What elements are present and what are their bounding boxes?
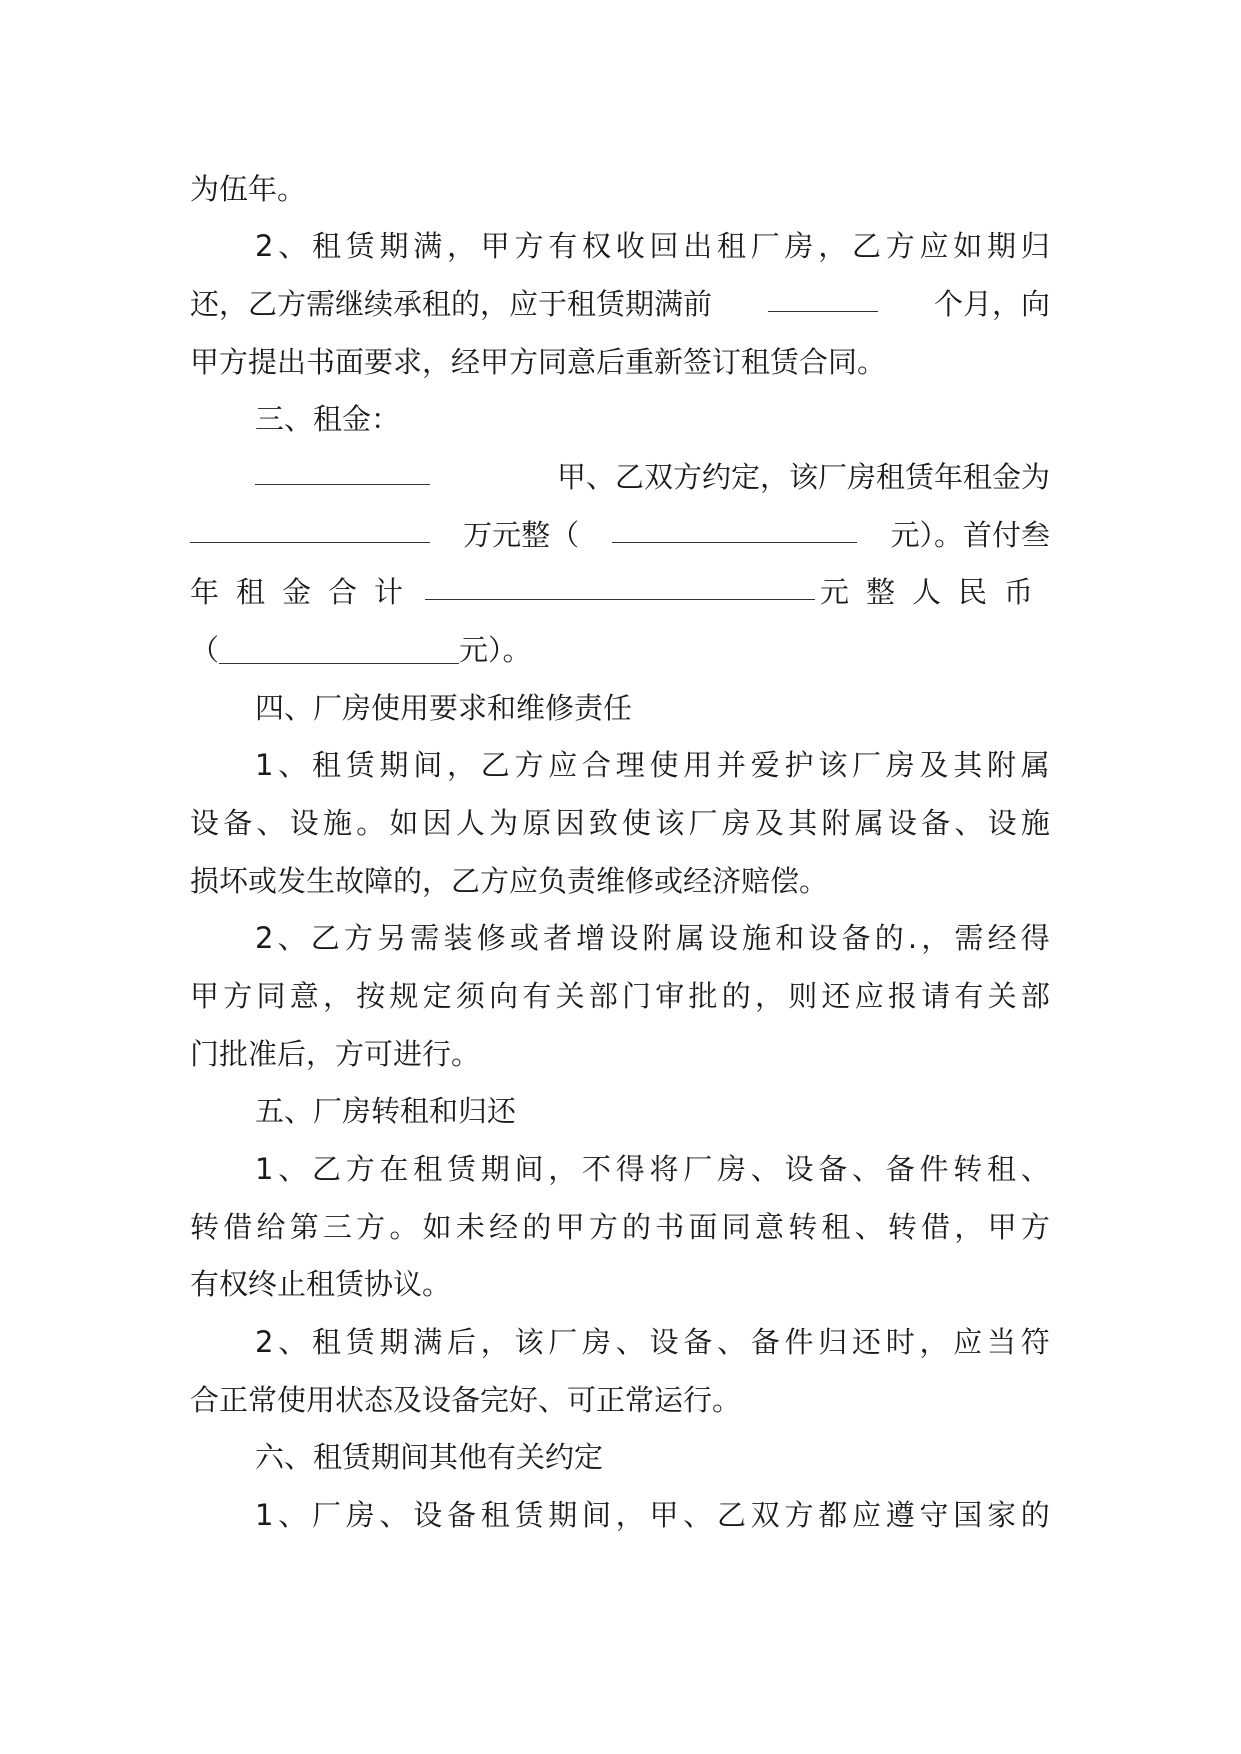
text-char: 批: [688, 979, 718, 1013]
text-char: 致: [588, 806, 618, 840]
text-char: 该: [818, 748, 848, 782]
text-char: 方: [885, 229, 915, 263]
text-char: 方: [343, 921, 373, 955]
text-char: 第: [289, 1210, 319, 1244]
section-heading-other-terms: 六、租赁期间其他有关约定: [255, 1440, 604, 1474]
text-line: [190, 627, 1050, 673]
text-char: 为: [489, 806, 519, 840]
text-char: 设: [987, 806, 1017, 840]
text-char: 厂: [548, 1325, 578, 1359]
text-char: ，: [446, 748, 476, 782]
text-char: 在: [379, 1152, 409, 1186]
text-char: 三: [322, 1210, 352, 1244]
text-char: 乙: [311, 1152, 341, 1186]
text-char: ，: [818, 229, 848, 263]
text-char: 则: [788, 979, 818, 1013]
text-char: 满: [413, 229, 443, 263]
text-char: 另: [377, 921, 407, 955]
text-line: [190, 1204, 1050, 1250]
text-line: [255, 454, 1050, 500]
text-char: 出: [683, 229, 713, 263]
text-char: 爱: [750, 748, 780, 782]
text-line: [190, 281, 1050, 327]
text-char: 房: [721, 806, 751, 840]
text-char: 备: [683, 1325, 713, 1359]
text-char: 、: [1020, 1152, 1050, 1186]
text-char: 甲: [987, 1210, 1017, 1244]
text-char: 满: [413, 1325, 443, 1359]
text-char: 2: [255, 1325, 274, 1359]
text-char: 后: [446, 1325, 476, 1359]
text-char: 规: [389, 979, 419, 1013]
text-char: 使: [649, 748, 679, 782]
fill-in-blank-date: [255, 454, 430, 485]
text-char: 、: [716, 1325, 746, 1359]
text-char: 属: [675, 921, 705, 955]
text-char: 得: [1020, 921, 1050, 955]
text-char: 报: [887, 979, 917, 1013]
text-char: ，: [548, 1152, 578, 1186]
fill-in-blank-months: [768, 281, 878, 312]
text-char: ，: [919, 1325, 949, 1359]
text-char: 该: [655, 806, 685, 840]
text-char: 厂: [683, 1152, 713, 1186]
text-line: 合正常使用状态及设备完好、可正常运行。: [190, 1383, 742, 1417]
text-char: ，: [921, 921, 951, 955]
text-char: 租: [821, 1210, 851, 1244]
text-char: 及: [754, 806, 784, 840]
text-char: 应: [953, 1325, 983, 1359]
text-char: 。: [356, 806, 386, 840]
text-char: 房: [345, 1498, 375, 1532]
text-line: 门批准后，方可进行。: [190, 1037, 481, 1071]
text-char: 使: [622, 806, 652, 840]
text-char: 需: [954, 921, 984, 955]
text-char: 如: [389, 806, 419, 840]
text-char: 不: [581, 1152, 611, 1186]
text-char: 租: [311, 1325, 341, 1359]
text-char: 意: [289, 979, 319, 1013]
text-char: 赁: [345, 1325, 375, 1359]
text-char: 属: [854, 806, 884, 840]
text-char: 如: [422, 1210, 452, 1244]
text-char: 期: [548, 1498, 578, 1532]
text-char: 部: [588, 979, 618, 1013]
text-char: 备: [885, 1152, 915, 1186]
text-char: 施: [742, 921, 772, 955]
text-line: [255, 223, 1050, 269]
text-char: 。: [389, 1210, 419, 1244]
text-char: 乙: [716, 1498, 746, 1532]
text-char: 租: [986, 1152, 1016, 1186]
text-char: 经: [489, 1210, 519, 1244]
text-char: 应: [919, 229, 949, 263]
text-char: 归: [1020, 229, 1050, 263]
text-char: 因: [422, 806, 452, 840]
text-char: 期: [379, 229, 409, 263]
text-char: 修: [476, 921, 506, 955]
text-segment: 甲、乙双方约定，该厂房租赁年租金为: [556, 460, 1050, 494]
text-char: 原: [522, 806, 552, 840]
text-line: 损坏或发生故障的，乙方应负责维修或经济赔偿。: [190, 864, 829, 898]
text-char: 遵: [885, 1498, 915, 1532]
text-char: 、: [851, 1152, 881, 1186]
text-char: 备: [223, 806, 253, 840]
text-char: 需: [410, 921, 440, 955]
text-char: 的: [622, 1210, 652, 1244]
text-char: 的: [522, 1210, 552, 1244]
text-char: 件: [919, 1152, 949, 1186]
text-line: [255, 1492, 1050, 1538]
text-char: 1: [255, 748, 274, 782]
fill-in-blank-first-payment-yuan: [219, 633, 459, 664]
text-line: [255, 1146, 1050, 1192]
text-segment: 元）。首付叁: [890, 518, 1050, 552]
text-char: 甲: [480, 229, 510, 263]
text-char: 门: [622, 979, 652, 1013]
text-char: 有: [522, 979, 552, 1013]
text-char: 转: [887, 1210, 917, 1244]
text-char: 设: [649, 1325, 679, 1359]
text-char: 设: [808, 921, 838, 955]
text-char: 附: [986, 748, 1016, 782]
text-char: 转: [953, 1152, 983, 1186]
text-char: 备: [446, 1498, 476, 1532]
text-char: ，: [615, 1498, 645, 1532]
text-char: 设: [413, 1498, 443, 1532]
section-heading-usage: 四、厂房使用要求和维修责任: [255, 691, 633, 725]
text-char: 赁: [514, 1498, 544, 1532]
text-char: 房: [885, 748, 915, 782]
text-char: 权: [581, 229, 611, 263]
text-char: 厂: [750, 229, 780, 263]
text-char: 并: [716, 748, 746, 782]
text-char: 向: [489, 979, 519, 1013]
text-char: 因: [555, 806, 585, 840]
text-char: 方: [1020, 1210, 1050, 1244]
text-char: 部: [1020, 979, 1050, 1013]
text-char: 其: [788, 806, 818, 840]
text-char: 应: [548, 748, 578, 782]
text-char: 附: [821, 806, 851, 840]
text-char: 期: [379, 1325, 409, 1359]
text-char: 双: [750, 1498, 780, 1532]
fill-in-blank-first-payment: [425, 569, 815, 600]
text-char: 厂: [311, 1498, 341, 1532]
text-char: 应: [851, 1498, 881, 1532]
text-char: 转: [788, 1210, 818, 1244]
text-char: 租: [480, 1498, 510, 1532]
text-char: 乙: [310, 921, 340, 955]
text-char: 的: [721, 979, 751, 1013]
text-char: ，: [754, 979, 784, 1013]
text-char: 用: [683, 748, 713, 782]
text-char: 符: [1020, 1325, 1050, 1359]
text-char: 、: [954, 806, 984, 840]
text-char: 件: [784, 1325, 814, 1359]
text-char: 转: [190, 1210, 220, 1244]
text-char: 的: [874, 921, 904, 955]
text-char: 意: [754, 1210, 784, 1244]
text-char: 国: [953, 1498, 983, 1532]
text-line: [255, 915, 1050, 961]
text-char: 备: [818, 1152, 848, 1186]
text-char: 还: [851, 1325, 881, 1359]
text-char: 装: [443, 921, 473, 955]
text-char: 、: [278, 748, 308, 782]
text-char: 未: [455, 1210, 485, 1244]
text-char: 经: [987, 921, 1017, 955]
text-char: 家: [986, 1498, 1016, 1532]
text-char: 的: [1020, 1498, 1050, 1532]
text-segment: 元整人民币: [819, 575, 1050, 609]
text-char: 和: [775, 921, 805, 955]
text-char: 乙: [851, 229, 881, 263]
text-char: 租: [716, 229, 746, 263]
text-char: 施: [322, 806, 352, 840]
text-char: 租: [311, 748, 341, 782]
text-char: 还: [821, 979, 851, 1013]
text-line: [190, 800, 1050, 846]
text-char: 关: [987, 979, 1017, 1013]
text-char: 收: [615, 229, 645, 263]
text-char: 须: [455, 979, 485, 1013]
text-char: 同: [721, 1210, 751, 1244]
text-char: 面: [688, 1210, 718, 1244]
text-segment: （: [190, 633, 220, 667]
text-char: 时: [885, 1325, 915, 1359]
text-char: 附: [642, 921, 672, 955]
text-line: [190, 512, 1050, 558]
text-char: 设: [609, 921, 639, 955]
text-char: 期: [379, 748, 409, 782]
text-segment: 还，乙方需继续承租的，应于租赁期满前: [190, 287, 713, 321]
text-line: [255, 1319, 1050, 1365]
text-char: 备: [750, 1325, 780, 1359]
text-segment: 元）。: [459, 633, 532, 667]
text-char: 设: [190, 806, 220, 840]
text-char: 房: [716, 1152, 746, 1186]
text-char: 1: [255, 1498, 274, 1532]
text-char: 1: [255, 1152, 274, 1186]
text-char: ，: [446, 229, 476, 263]
section-heading-sublease: 五、厂房转租和归还: [255, 1094, 517, 1128]
text-char: 方: [223, 979, 253, 1013]
text-char: 应: [854, 979, 884, 1013]
text-char: 、: [854, 1210, 884, 1244]
text-line: 甲方提出书面要求，经甲方同意后重新签订租赁合同。: [190, 345, 887, 379]
text-segment: 个月，向: [933, 287, 1050, 321]
text-line: [255, 742, 1050, 788]
text-char: 回: [649, 229, 679, 263]
text-char: 、: [615, 1325, 645, 1359]
text-char: 、: [278, 1498, 308, 1532]
text-char: 2: [255, 229, 274, 263]
text-char: 该: [514, 1325, 544, 1359]
text-char: 或: [509, 921, 539, 955]
text-line: [190, 973, 1050, 1019]
text-char: 同: [256, 979, 286, 1013]
text-char: 间: [413, 748, 443, 782]
text-char: 审: [655, 979, 685, 1013]
text-char: 归: [818, 1325, 848, 1359]
text-char: 赁: [345, 748, 375, 782]
text-char: 甲: [649, 1498, 679, 1532]
text-char: 期: [986, 229, 1016, 263]
section-heading-rent: 三、租金：: [255, 402, 401, 436]
text-char: 方: [588, 1210, 618, 1244]
fill-in-blank-annual-rent: [190, 512, 430, 543]
text-char: 守: [919, 1498, 949, 1532]
text-char: 间: [514, 1152, 544, 1186]
text-char: 赁: [446, 1152, 476, 1186]
text-char: 者: [542, 921, 572, 955]
text-char: 、: [278, 1325, 308, 1359]
text-char: 护: [784, 748, 814, 782]
text-char: 设: [887, 806, 917, 840]
text-char: 有: [954, 979, 984, 1013]
text-char: ，: [480, 1325, 510, 1359]
text-char: 、: [750, 1152, 780, 1186]
text-char: 其: [953, 748, 983, 782]
text-char: 按: [356, 979, 386, 1013]
text-char: 2: [255, 921, 274, 955]
text-char: 如: [953, 229, 983, 263]
text-char: 人: [455, 806, 485, 840]
text-char: 给: [256, 1210, 286, 1244]
text-char: 都: [818, 1498, 848, 1532]
text-char: 甲: [190, 979, 220, 1013]
text-char: 期: [480, 1152, 510, 1186]
text-char: 方: [345, 1152, 375, 1186]
text-char: 厂: [688, 806, 718, 840]
text-char: 方: [514, 748, 544, 782]
text-char: 借: [921, 1210, 951, 1244]
text-char: 合: [581, 748, 611, 782]
text-char: .: [907, 921, 918, 955]
text-char: 方: [514, 229, 544, 263]
text-char: 、: [278, 1152, 308, 1186]
text-char: 、: [278, 229, 308, 263]
text-line: [190, 569, 1050, 615]
text-char: 增: [576, 921, 606, 955]
text-char: 书: [655, 1210, 685, 1244]
text-char: 请: [921, 979, 951, 1013]
text-char: 、: [683, 1498, 713, 1532]
text-char: 备: [921, 806, 951, 840]
fill-in-blank-annual-rent-yuan: [612, 512, 857, 543]
text-char: 设: [784, 1152, 814, 1186]
text-char: 、: [379, 1498, 409, 1532]
text-char: 厂: [851, 748, 881, 782]
text-char: 间: [581, 1498, 611, 1532]
text-char: 乙: [480, 748, 510, 782]
text-char: 备: [841, 921, 871, 955]
text-line: 有权终止租赁协议。: [190, 1267, 452, 1301]
text-segment: 年租金合计: [190, 575, 421, 609]
text-char: 得: [615, 1152, 645, 1186]
text-char: 定: [422, 979, 452, 1013]
text-char: 设: [289, 806, 319, 840]
text-char: 属: [1020, 748, 1050, 782]
text-char: 甲: [555, 1210, 585, 1244]
text-line: 为伍年。: [190, 172, 307, 206]
text-char: 有: [548, 229, 578, 263]
text-char: 关: [555, 979, 585, 1013]
text-char: 房: [581, 1325, 611, 1359]
text-char: 赁: [345, 229, 375, 263]
text-char: ，: [322, 979, 352, 1013]
text-char: 当: [986, 1325, 1016, 1359]
text-char: 、: [256, 806, 286, 840]
text-char: 将: [649, 1152, 679, 1186]
text-char: 方: [784, 1498, 814, 1532]
text-char: 施: [1020, 806, 1050, 840]
text-segment: 万元整（: [463, 518, 580, 552]
text-char: 方: [356, 1210, 386, 1244]
text-char: 房: [784, 229, 814, 263]
text-char: 借: [223, 1210, 253, 1244]
text-char: ，: [954, 1210, 984, 1244]
text-char: 设: [708, 921, 738, 955]
text-char: 、: [277, 921, 307, 955]
text-char: 及: [919, 748, 949, 782]
text-char: 租: [413, 1152, 443, 1186]
text-char: 理: [615, 748, 645, 782]
text-char: 租: [311, 229, 341, 263]
